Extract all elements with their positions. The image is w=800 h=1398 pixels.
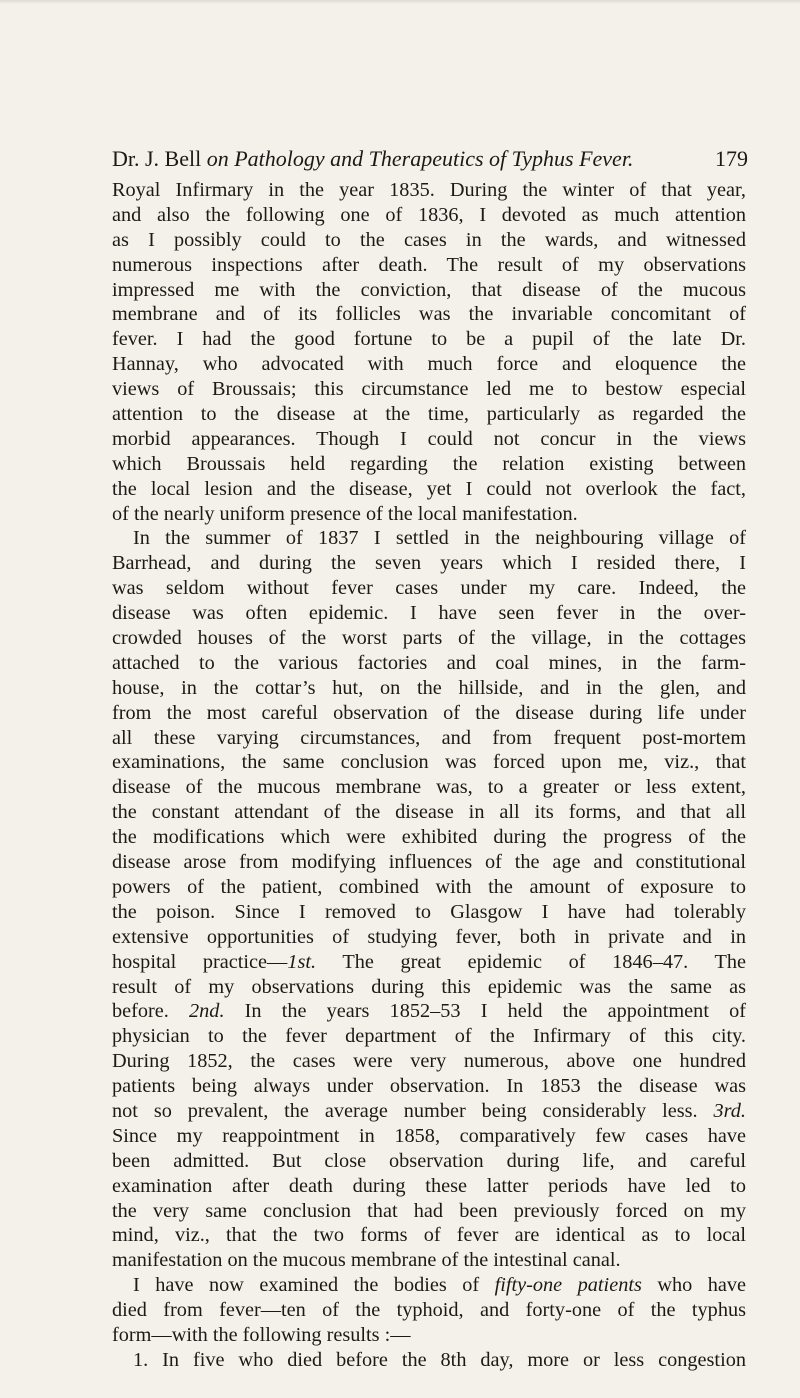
text-segment: the constant attendant of the disease in all its forms, and that all — [112, 801, 746, 824]
italic-text: 3rd. — [713, 1099, 746, 1122]
text-segment: During 1852, the cases were very numerous, above one hundred — [112, 1050, 746, 1073]
text-line — [112, 900, 746, 925]
text-line — [112, 178, 746, 203]
text-segment: mind, viz., that the two forms of fever are identical as to local — [112, 1224, 746, 1247]
text-line — [112, 850, 746, 875]
text-segment: and also the following one of 1836, I devoted as much attention — [112, 203, 746, 226]
text-segment: membrane and of its follicles was the invariable concomitant of — [112, 303, 746, 326]
text-line — [112, 800, 746, 825]
header-author: Dr. J. Bell — [112, 146, 202, 171]
text-line — [112, 1248, 746, 1273]
text-line — [112, 551, 746, 576]
text-line — [112, 427, 746, 452]
text-segment: form—with the following results :— — [112, 1323, 411, 1346]
text-segment: I have now examined the bodies of — [133, 1274, 495, 1297]
text-line — [112, 1174, 746, 1199]
text-segment: attached to the various factories and coal mines, in the farm- — [112, 651, 746, 674]
text-line — [112, 1223, 746, 1248]
text-line — [112, 601, 746, 626]
text-line — [112, 1348, 746, 1373]
text-segment: examinations, the same conclusion was forced upon me, viz., that — [112, 751, 746, 774]
text-line — [112, 1099, 746, 1124]
text-segment: was seldom without fever cases under my care. Indeed, the — [112, 577, 746, 600]
text-segment: been admitted. But close observation during life, and careful — [112, 1149, 746, 1172]
text-line — [112, 1049, 746, 1074]
text-line — [112, 452, 746, 477]
text-segment: crowded houses of the worst parts of the village, in the cottages — [112, 627, 746, 650]
text-line — [112, 975, 746, 1000]
text-segment: not so prevalent, the average number being considerably less. — [112, 1099, 714, 1122]
text-line — [112, 1149, 746, 1174]
italic-text: 1st. — [287, 950, 317, 973]
italic-text: fifty-one patients — [494, 1274, 642, 1297]
text-segment: views of Broussais; this circumstance led me to bestow especial — [112, 378, 746, 401]
text-line — [112, 1323, 746, 1348]
text-segment: house, in the cottar’s hut, on the hillside, and in the glen, and — [112, 676, 746, 699]
text-segment: numerous inspections after death. The result of my observations — [112, 253, 746, 276]
text-segment: powers of the patient, combined with the amount of exposure to — [112, 875, 746, 898]
text-segment: died from fever—ten of the typhoid, and forty-one of the typhus — [112, 1299, 746, 1322]
text-segment: Since my reappointment in 1858, comparatively few cases have — [112, 1124, 746, 1147]
text-segment: before. — [112, 1000, 190, 1023]
text-segment: extensive opportunities of studying fever, both in private and in — [112, 925, 746, 948]
header-title — [112, 146, 633, 172]
text-segment: the local lesion and the disease, yet I could not overlook the fact, — [112, 477, 746, 500]
text-line — [112, 701, 746, 726]
text-line — [112, 676, 746, 701]
text-segment: fever. I had the good fortune to be a pupil of the late Dr. — [112, 328, 746, 351]
text-segment: from the most careful observation of the disease during life under — [112, 701, 746, 724]
text-segment: who have — [641, 1274, 746, 1297]
text-line — [112, 302, 746, 327]
text-line — [112, 825, 746, 850]
text-line — [112, 526, 746, 551]
text-segment: result of my observations during this epidemic was the same as — [112, 975, 746, 998]
italic-text: 2nd. — [189, 1000, 225, 1023]
page-edge — [0, 0, 800, 4]
text-segment: examination after death during these latter periods have led to — [112, 1174, 746, 1197]
text-segment: of the nearly uniform presence of the local manifestation. — [112, 502, 578, 525]
text-line — [112, 1124, 746, 1149]
text-segment: which Broussais held regarding the relation existing between — [112, 452, 746, 475]
text-line — [112, 750, 746, 775]
text-segment: the very same conclusion that had been previously forced on my — [112, 1199, 746, 1222]
text-line — [112, 402, 746, 427]
text-segment: disease of the mucous membrane was, to a greater or less extent, — [112, 776, 746, 799]
text-segment: the modifications which were exhibited during the progress of the — [112, 826, 746, 849]
text-segment: In the years 1852–53 I held the appointment of — [224, 1000, 746, 1023]
text-line — [112, 626, 746, 651]
text-line — [112, 1298, 746, 1323]
text-line — [112, 278, 746, 303]
text-line — [112, 1024, 746, 1049]
text-segment: morbid appearances. Though I could not concur in the views — [112, 427, 746, 450]
text-segment: hospital practice— — [112, 950, 288, 973]
text-segment: 1. In five who died before the 8th day, more or less congestion — [133, 1348, 746, 1371]
text-line — [112, 576, 746, 601]
text-line — [112, 950, 746, 975]
text-line — [112, 502, 746, 527]
text-line — [112, 377, 746, 402]
text-line — [112, 875, 746, 900]
text-segment: as I possibly could to the cases in the wards, and witnessed — [112, 228, 746, 251]
text-line — [112, 651, 746, 676]
text-line — [112, 327, 746, 352]
text-segment: Hannay, who advocated with much force and eloquence the — [112, 353, 746, 376]
text-line — [112, 228, 746, 253]
text-segment: Royal Infirmary in the year 1835. During the winter of that year, — [112, 179, 746, 201]
text-segment: the poison. Since I removed to Glasgow I have had tolerably — [112, 900, 746, 923]
text-segment: physician to the fever department of the Infirmary of this city. — [112, 1025, 746, 1048]
text-line — [112, 925, 746, 950]
running-header — [112, 146, 748, 172]
text-segment: attention to the disease at the time, particularly as regarded the — [112, 403, 746, 426]
text-line — [112, 203, 746, 228]
text-line — [112, 775, 746, 800]
text-segment: Barrhead, and during the seven years which I resided there, I — [112, 552, 746, 575]
text-segment: impressed me with the conviction, that disease of the mucous — [112, 278, 746, 301]
text-segment: all these varying circumstances, and from frequent post-mortem — [112, 726, 746, 749]
text-segment: In the summer of 1837 I settled in the neighbouring village of — [133, 527, 746, 550]
text-line — [112, 1273, 746, 1298]
text-line — [112, 352, 746, 377]
text-segment: patients being always under observation. In 1853 the disease was — [112, 1075, 746, 1098]
text-segment: The great epidemic of 1846–47. The — [316, 950, 746, 973]
text-line — [112, 1074, 746, 1099]
text-segment: manifestation on the mucous membrane of the intestinal canal. — [112, 1249, 621, 1272]
text-segment: disease arose from modifying influences of the age and constitutional — [112, 851, 746, 874]
text-line — [112, 253, 746, 278]
text-line — [112, 1199, 746, 1224]
text-line — [112, 999, 746, 1024]
header-title-italic: on Pathology and Therapeutics of Typhus Fever. — [206, 146, 634, 171]
page-number: 179 — [715, 146, 748, 171]
text-line — [112, 726, 746, 751]
text-line — [112, 477, 746, 502]
body-text — [112, 178, 746, 1373]
text-segment: disease was often epidemic. I have seen fever in the over- — [112, 602, 746, 625]
